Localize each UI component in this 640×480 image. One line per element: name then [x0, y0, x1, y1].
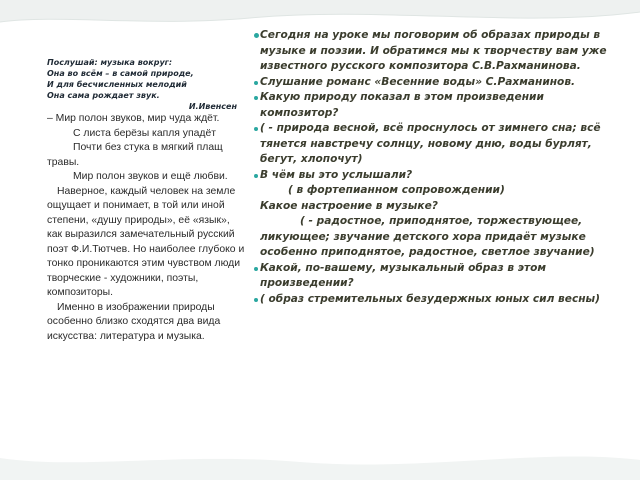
- answer-text: ( в фортепианном сопровождении): [288, 184, 505, 196]
- bullet-icon: [254, 267, 258, 271]
- prose-line: Почти без стука в мягкий плащ травы.: [47, 142, 223, 168]
- epigraph-poem: [47, 57, 247, 112]
- prose-paragraph: Именно в изображении природы особенно близко сходятся два вида искусства: литература и музыка.: [47, 301, 221, 342]
- prose-line: Мир полон звуков и ещё любви.: [73, 171, 228, 182]
- answer-text: ( образ стремительных безудержных юных сил весны): [260, 292, 600, 305]
- left-prose: [47, 112, 247, 344]
- bullet-icon: [254, 96, 258, 100]
- prose-paragraph: Наверное, каждый человек на земле ощущает и понимает, в той или иной степени, «душу природы», её «язык», как выразился замечательный русский поэт Ф.И.Тютчев. Но наиболее глубоко и тонко проникаются этим чувством люди творческие - художники, поэты, композиторы.: [47, 185, 245, 298]
- prose-line-wrap: [47, 170, 247, 185]
- listening-text: Слушание романс «Весенние воды» С.Рахманинов.: [260, 75, 576, 88]
- bullet-icon: [254, 81, 258, 85]
- question-1: [256, 90, 616, 121]
- question-text: Какое настроение в музыке?: [260, 199, 438, 212]
- bullet-icon: [254, 33, 259, 38]
- answer-4: [256, 292, 616, 308]
- answer-3: [256, 214, 616, 261]
- right-column: [256, 28, 616, 307]
- poem-line: Она во всём – в самой природе,: [47, 69, 194, 78]
- lesson-intro-text: Сегодня на уроке мы поговорим об образах природы в музыке и поэзии. И обратимся мы к творчеству вам уже известного русского композитора С.В.Рахманинова.: [260, 29, 607, 72]
- question-4: [256, 261, 616, 292]
- answer-text: ( - радостное, приподнятое, торжествующее, ликующее; звучание детского хора придаёт музыке особенно приподнятое, радостное, светлое звучание): [260, 215, 595, 258]
- bottom-wave-decoration: [0, 440, 640, 480]
- question-2: [256, 168, 616, 184]
- bullet-icon: [254, 298, 258, 302]
- bullet-icon: [254, 127, 258, 131]
- prose-line: – Мир полон звуков, мир чуда ждёт.: [47, 113, 220, 124]
- question-text: Какой, по-вашему, музыкальный образ в этом произведении?: [260, 261, 547, 289]
- bullet-icon: [254, 174, 258, 178]
- poem-author: И.Ивенсен: [188, 102, 237, 111]
- answer-text: ( - природа весной, всё проснулось от зимнего сна; всё тянется навстречу солнцу, новому дню, воды бурлят, бегут, хлопочут): [260, 122, 601, 165]
- left-column: [47, 57, 247, 344]
- question-text: Какую природу показал в этом произведении композитор?: [260, 91, 544, 119]
- poem-line: Послушай: музыка вокруг:: [47, 58, 173, 67]
- answer-1: [256, 121, 616, 168]
- prose-line-wrap: [47, 141, 247, 170]
- answer-2: [256, 183, 616, 199]
- question-text: В чём вы это услышали?: [260, 168, 413, 181]
- question-3: [256, 199, 616, 215]
- listening-item: [256, 75, 616, 91]
- poem-line: И для бесчисленных мелодий: [47, 80, 187, 89]
- prose-line-wrap: [47, 127, 247, 142]
- poem-line: Она сама рождает звук.: [47, 91, 160, 100]
- lesson-intro: [256, 28, 616, 75]
- prose-line: С листа берёзы капля упадёт: [73, 127, 217, 139]
